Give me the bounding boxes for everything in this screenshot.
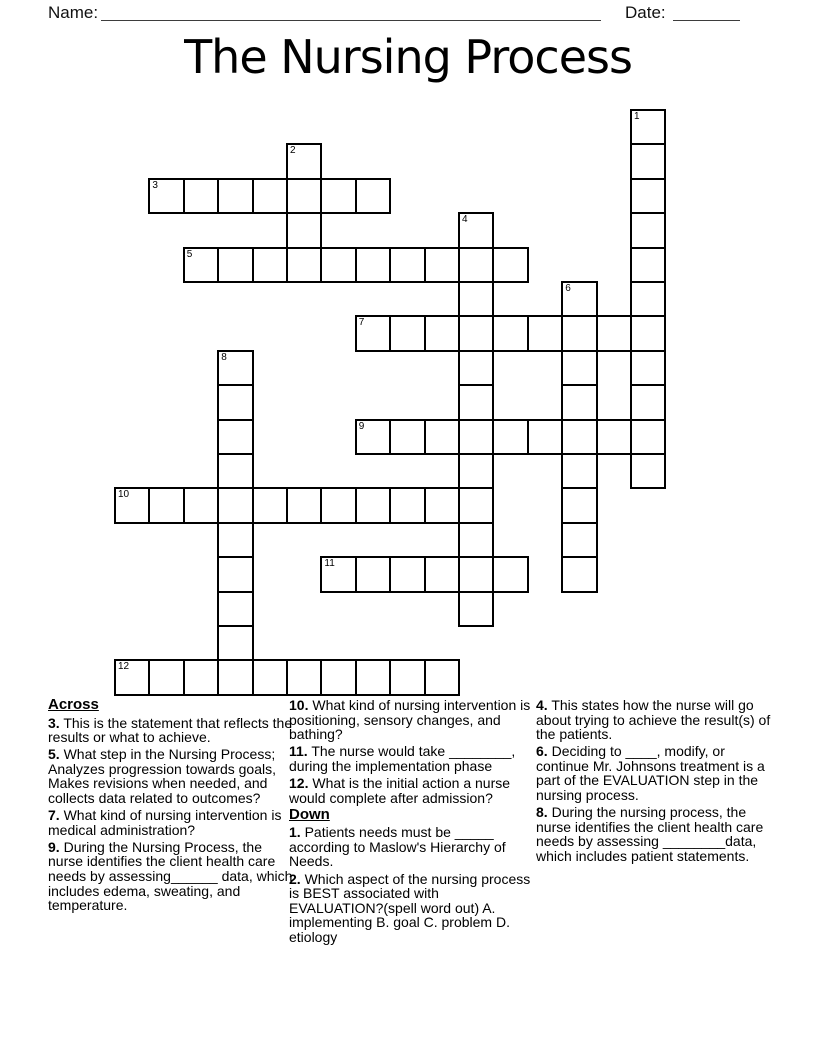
grid-cell[interactable] xyxy=(252,247,288,283)
grid-cell[interactable] xyxy=(183,659,219,695)
clue-text: What kind of nursing intervention is medical administration? xyxy=(48,807,282,838)
grid-cell[interactable] xyxy=(458,212,494,248)
grid-cell[interactable] xyxy=(286,247,322,283)
grid-cell[interactable] xyxy=(148,487,184,523)
grid-cell[interactable] xyxy=(320,556,356,592)
clue-text: During the Nursing Process, the nurse identifies the client health care needs by assessing______ data, which includes edema, sweating, and temperature. xyxy=(48,838,293,914)
name-label: Name: xyxy=(48,3,99,22)
grid-cell[interactable] xyxy=(217,591,253,627)
grid-cell[interactable] xyxy=(389,315,425,351)
clue xyxy=(289,872,536,945)
grid-cell[interactable] xyxy=(424,659,460,695)
grid-cell[interactable] xyxy=(561,487,597,523)
grid-cell[interactable] xyxy=(320,659,356,695)
grid-cell[interactable] xyxy=(148,178,184,214)
clue-text: During the nursing process, the nurse identifies the client health care needs by assessing ________data, which includes patient statements. xyxy=(536,804,764,864)
grid-cell[interactable] xyxy=(252,487,288,523)
grid-cell[interactable] xyxy=(630,178,666,214)
grid-cell[interactable] xyxy=(217,522,253,558)
grid-cell[interactable] xyxy=(630,350,666,386)
clue-text: The nurse would take ________, during the implementation phase xyxy=(289,743,516,774)
grid-cell[interactable] xyxy=(355,315,391,351)
clue xyxy=(48,716,295,745)
clue-text: What is the initial action a nurse would complete after admission? xyxy=(289,774,511,806)
grid-cell[interactable] xyxy=(596,315,632,351)
grid-cell[interactable] xyxy=(183,247,219,283)
clue xyxy=(289,776,536,805)
grid-cell[interactable] xyxy=(217,178,253,214)
cell-number: 10 xyxy=(118,489,130,501)
grid-cell[interactable] xyxy=(424,247,460,283)
grid-cell[interactable] xyxy=(458,487,494,523)
clue xyxy=(536,805,772,863)
grid-cell[interactable] xyxy=(183,178,219,214)
cell-number: 5 xyxy=(186,248,193,260)
grid-cell[interactable] xyxy=(458,453,494,489)
grid-cell[interactable] xyxy=(561,522,597,558)
grid-cell[interactable] xyxy=(561,315,597,351)
grid-cell[interactable] xyxy=(458,247,494,283)
clue xyxy=(536,698,772,742)
clue-number: 5. xyxy=(48,746,60,763)
grid-cell[interactable] xyxy=(492,419,528,455)
date-label: Date: xyxy=(625,3,666,22)
grid-cell[interactable] xyxy=(252,178,288,214)
grid-cell[interactable] xyxy=(630,453,666,489)
grid-cell[interactable] xyxy=(320,178,356,214)
grid-cell[interactable] xyxy=(458,556,494,592)
grid-cell[interactable] xyxy=(355,419,391,455)
page-title: The Nursing Process xyxy=(184,30,632,84)
clue xyxy=(289,825,536,869)
grid-cell[interactable] xyxy=(217,625,253,661)
grid-cell[interactable] xyxy=(561,453,597,489)
grid-cell[interactable] xyxy=(561,419,597,455)
grid-cell[interactable] xyxy=(458,281,494,317)
grid-cell[interactable] xyxy=(355,659,391,695)
cell-number: 12 xyxy=(118,661,130,673)
grid-cell[interactable] xyxy=(320,247,356,283)
grid-cell[interactable] xyxy=(389,487,425,523)
grid-cell[interactable] xyxy=(217,384,253,420)
grid-cell[interactable] xyxy=(252,659,288,695)
grid-cell[interactable] xyxy=(630,281,666,317)
grid-cell[interactable] xyxy=(355,487,391,523)
cell-number: 3 xyxy=(152,179,158,191)
cell-number: 7 xyxy=(358,317,365,329)
grid-cell[interactable] xyxy=(561,350,597,386)
clue xyxy=(289,698,536,742)
clue xyxy=(289,744,536,773)
grid-cell[interactable] xyxy=(286,143,322,179)
grid-cell[interactable] xyxy=(458,315,494,351)
grid-cell[interactable] xyxy=(561,556,597,592)
grid-cell[interactable] xyxy=(355,178,391,214)
clues-column-3 xyxy=(536,698,772,866)
clue-text: Which aspect of the nursing process is BEST associated with EVALUATION?(spell word out) A. implementing B. goal C. problem D. etiology xyxy=(289,870,531,945)
grid-cell[interactable] xyxy=(424,315,460,351)
grid-cell[interactable] xyxy=(286,487,322,523)
grid-cell[interactable] xyxy=(596,419,632,455)
cell-number: 11 xyxy=(324,558,335,570)
grid-cell[interactable] xyxy=(355,247,391,283)
clue-text: Deciding to ____, modify, or continue Mr. Johnsons treatment is a part of the EVALUATION step in the nursing process. xyxy=(536,743,765,804)
grid-cell[interactable] xyxy=(355,556,391,592)
clue-number: 7. xyxy=(48,807,60,824)
grid-cell[interactable] xyxy=(424,487,460,523)
grid-cell[interactable] xyxy=(492,315,528,351)
grid-cell[interactable] xyxy=(389,247,425,283)
clue-number: 6. xyxy=(536,743,548,760)
clue-text: Patients needs must be _____ according to Maslow's Hierarchy of Needs. xyxy=(289,824,506,870)
clue-text: What kind of nursing intervention is positioning, sensory changes, and bathing? xyxy=(289,697,531,743)
clue-number: 1. xyxy=(289,824,301,841)
grid-cell[interactable] xyxy=(217,419,253,455)
grid-cell[interactable] xyxy=(286,178,322,214)
grid-cell[interactable] xyxy=(630,247,666,283)
grid-cell[interactable] xyxy=(527,315,563,351)
grid-cell[interactable] xyxy=(458,419,494,455)
clue xyxy=(48,747,295,805)
cell-number: 9 xyxy=(358,420,365,432)
grid-cell[interactable] xyxy=(630,384,666,420)
clue-text: This states how the nurse will go about trying to achieve the result(s) of the patients. xyxy=(536,697,771,743)
grid-cell[interactable] xyxy=(424,556,460,592)
grid-cell[interactable] xyxy=(458,350,494,386)
grid-cell[interactable] xyxy=(630,143,666,179)
grid-cell[interactable] xyxy=(217,247,253,283)
grid-cell[interactable] xyxy=(217,350,253,386)
cell-number: 1 xyxy=(634,111,640,122)
grid-cell[interactable] xyxy=(527,419,563,455)
grid-cell[interactable] xyxy=(217,556,253,592)
grid-cell[interactable] xyxy=(114,659,150,695)
grid-cell[interactable] xyxy=(320,487,356,523)
grid-cell[interactable] xyxy=(630,315,666,351)
grid-cell[interactable] xyxy=(286,212,322,248)
grid-cell[interactable] xyxy=(286,659,322,695)
clue-number: 10. xyxy=(289,697,309,713)
clue xyxy=(536,744,772,802)
cell-number: 2 xyxy=(290,145,296,157)
grid-cell[interactable] xyxy=(630,109,666,145)
crossword-grid xyxy=(115,110,667,696)
cell-number: 8 xyxy=(221,351,227,363)
clue-number: 8. xyxy=(536,804,548,821)
across-heading: Across xyxy=(48,696,99,713)
clue-text: This is the statement that reflects the results or what to achieve. xyxy=(48,714,293,746)
grid-cell[interactable] xyxy=(217,659,253,695)
clue xyxy=(48,840,295,913)
clue-text: What step in the Nursing Process; Analyzes progression towards goals, Makes revisions when needed, and collects data related to outcomes? xyxy=(48,746,277,807)
date-blank-line[interactable] xyxy=(673,4,740,21)
grid-cell[interactable] xyxy=(389,556,425,592)
grid-cell[interactable] xyxy=(561,281,597,317)
cell-number: 6 xyxy=(565,283,571,294)
grid-cell[interactable] xyxy=(389,419,425,455)
grid-cell[interactable] xyxy=(424,419,460,455)
grid-cell[interactable] xyxy=(148,659,184,695)
grid-cell[interactable] xyxy=(389,659,425,695)
clue-number: 12. xyxy=(289,774,309,791)
grid-cell[interactable] xyxy=(458,591,494,627)
grid-cell[interactable] xyxy=(492,247,528,283)
grid-cell[interactable] xyxy=(458,384,494,420)
grid-cell[interactable] xyxy=(492,556,528,592)
clue-number: 9. xyxy=(48,838,60,855)
grid-cell[interactable] xyxy=(458,522,494,558)
down-heading: Down xyxy=(289,805,330,823)
grid-cell[interactable] xyxy=(561,384,597,420)
grid-cell[interactable] xyxy=(630,419,666,455)
grid-cell[interactable] xyxy=(630,212,666,248)
cell-number: 4 xyxy=(462,214,468,226)
clue-number: 3. xyxy=(48,714,60,731)
grid-cell[interactable] xyxy=(217,453,253,489)
clue-number: 11. xyxy=(289,743,308,760)
clues-column-1 xyxy=(48,698,295,915)
clue xyxy=(48,808,295,837)
clues-column-2 xyxy=(289,698,536,947)
name-blank-line[interactable] xyxy=(101,4,601,21)
grid-cell[interactable] xyxy=(114,487,150,523)
grid-cell[interactable] xyxy=(183,487,219,523)
clue-number: 2. xyxy=(289,870,301,887)
clue-number: 4. xyxy=(536,697,548,713)
grid-cell[interactable] xyxy=(217,487,253,523)
